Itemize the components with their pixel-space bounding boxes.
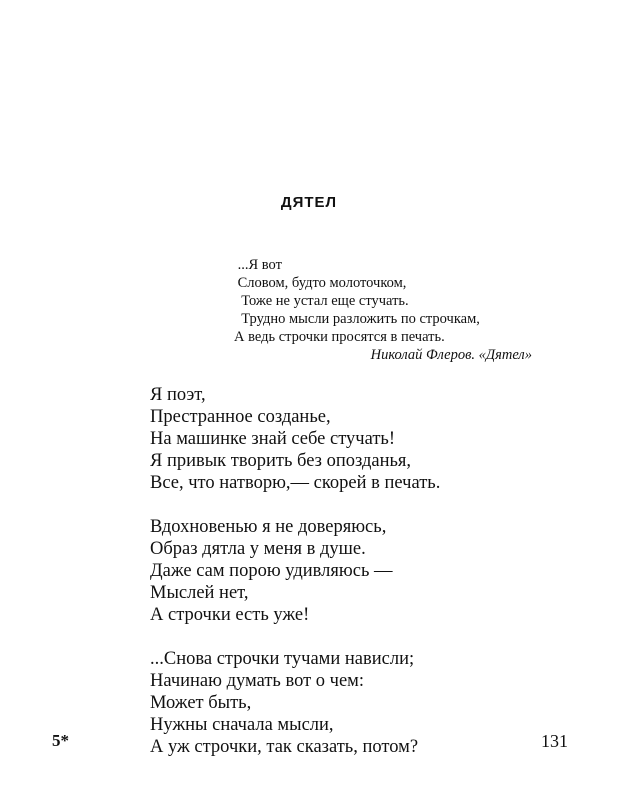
poem-line: Даже сам порою удивляюсь — — [150, 561, 393, 581]
epigraph-line: Словом, будто молоточком, — [234, 275, 407, 291]
signature-mark: 5* — [52, 731, 69, 750]
epigraph-attribution: Николай Флеров. «Дятел» — [370, 347, 532, 363]
poem-line: ...Снова строчки тучами нависли; — [150, 649, 415, 669]
poem-line: Я привык творить без опозданья, — [150, 451, 412, 471]
page-number: 131 — [541, 731, 568, 751]
epigraph-line: Тоже не устал еще стучать. — [234, 293, 409, 309]
poem-title: ДЯТЕЛ — [280, 194, 338, 211]
poem-line: А уж строчки, так сказать, потом? — [150, 737, 419, 757]
poem-line: Все, что натворю,— скорей в печать. — [150, 473, 441, 493]
epigraph-line: ...Я вот — [234, 257, 282, 273]
stanza — [150, 648, 440, 758]
poem-line: Вдохновенью я не доверяюсь, — [150, 517, 387, 537]
poem-line: Я поэт, — [150, 385, 206, 405]
epigraph — [234, 256, 480, 346]
stanza — [150, 384, 440, 494]
epigraph-line: Трудно мысли разложить по строчкам, — [234, 311, 480, 327]
poem-body — [150, 384, 440, 780]
poem-line: Мыслей нет, — [150, 583, 249, 603]
poem-line: Начинаю думать вот о чем: — [150, 671, 365, 691]
epigraph-line: А ведь строчки просятся в печать. — [234, 329, 445, 345]
poem-line: А строчки есть уже! — [150, 605, 310, 625]
poem-line: Престранное созданье, — [150, 407, 331, 427]
poem-line: Нужны сначала мысли, — [150, 715, 334, 735]
poem-line: На машинке знай себе стучать! — [150, 429, 396, 449]
poem-line: Может быть, — [150, 693, 252, 713]
stanza — [150, 516, 440, 626]
poem-line: Образ дятла у меня в душе. — [150, 539, 366, 559]
